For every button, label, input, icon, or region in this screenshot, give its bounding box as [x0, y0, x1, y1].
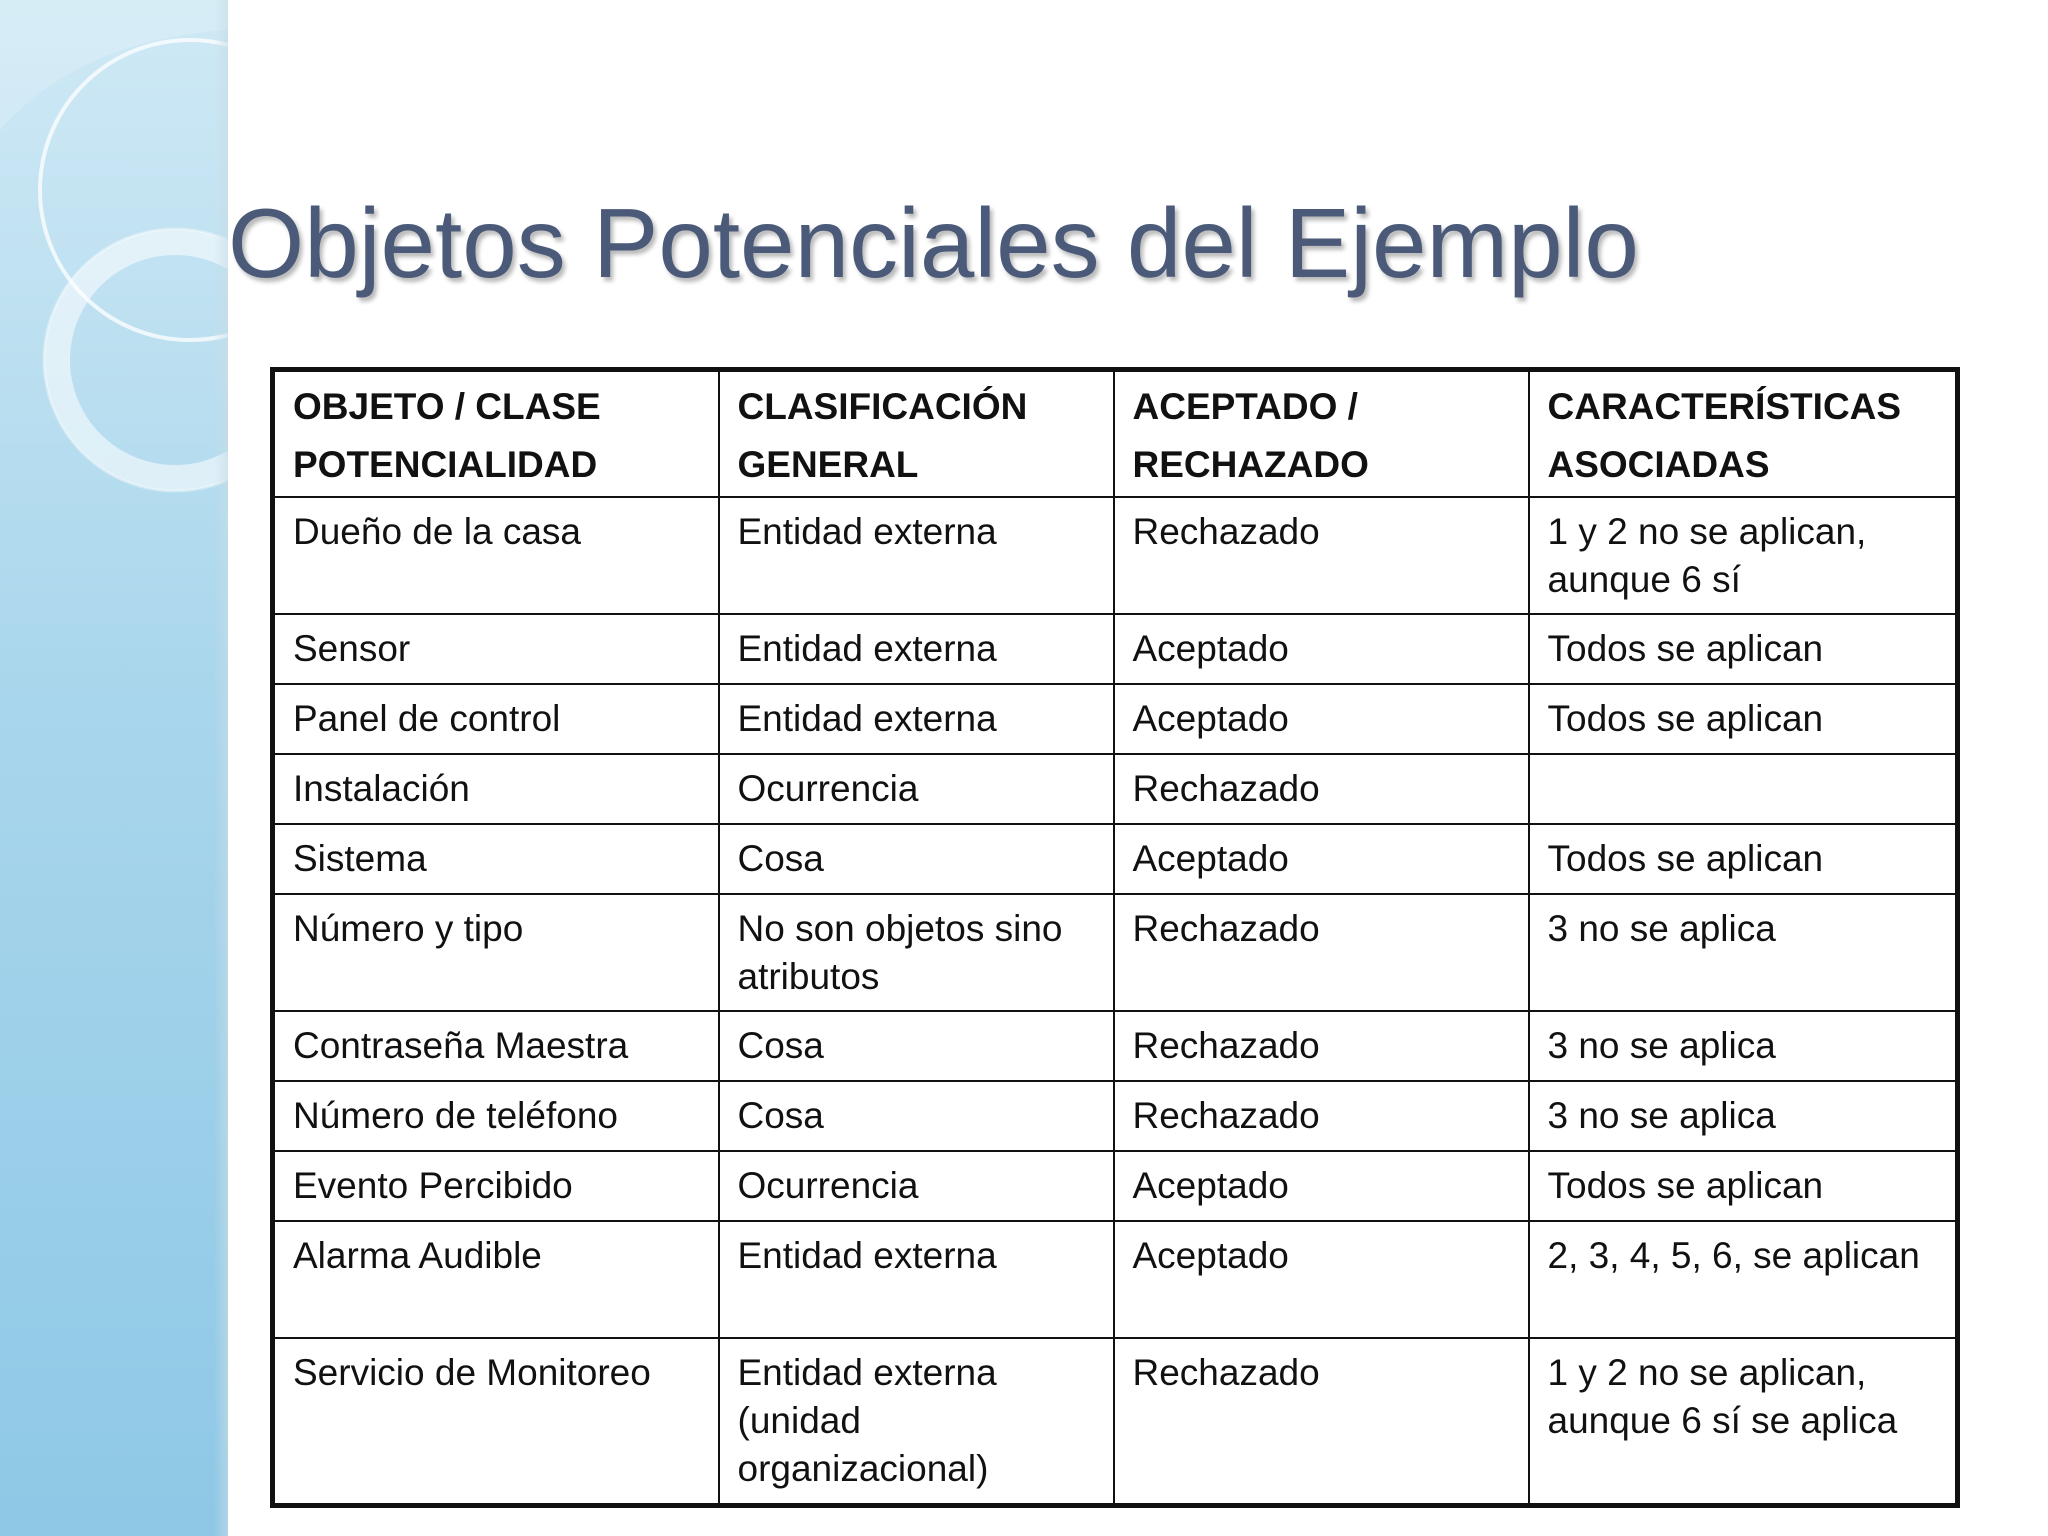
cell-caracteristicas: 3 no se aplica [1529, 894, 1958, 1011]
cell-caracteristicas: Todos se aplican [1529, 1151, 1958, 1221]
slide-title: Objetos Potenciales del Ejemplo [228, 188, 1639, 298]
header-line: OBJETO / CLASE [293, 386, 601, 427]
table-row [273, 1011, 1958, 1081]
cell-clasificacion: No son objetos sino atributos [719, 894, 1114, 1011]
cell-objeto: Sistema [273, 824, 719, 894]
cell-clasificacion: Cosa [719, 824, 1114, 894]
decorative-rings [0, 0, 228, 520]
table-row [273, 1151, 1958, 1221]
cell-estado: Rechazado [1114, 1081, 1529, 1151]
cell-objeto: Contraseña Maestra [273, 1011, 719, 1081]
cell-objeto: Instalación [273, 754, 719, 824]
header-line: CARACTERÍSTICAS [1547, 386, 1902, 427]
table-row [273, 1338, 1958, 1506]
cell-clasificacion: Entidad externa [719, 614, 1114, 684]
side-decoration-band [0, 0, 228, 1536]
cell-objeto: Evento Percibido [273, 1151, 719, 1221]
cell-caracteristicas: 1 y 2 no se aplican, aunque 6 sí [1529, 497, 1958, 614]
header-line: ACEPTADO / [1132, 386, 1358, 427]
cell-estado: Rechazado [1114, 754, 1529, 824]
cell-clasificacion: Entidad externa [719, 684, 1114, 754]
table-header-row [273, 370, 1958, 498]
cell-caracteristicas: Todos se aplican [1529, 614, 1958, 684]
cell-clasificacion: Ocurrencia [719, 754, 1114, 824]
cell-estado: Rechazado [1114, 1338, 1529, 1506]
cell-estado: Rechazado [1114, 894, 1529, 1011]
cell-clasificacion: Entidad externa [719, 497, 1114, 614]
header-line: GENERAL [737, 444, 919, 485]
header-caracteristicas [1529, 370, 1958, 498]
header-line: RECHAZADO [1132, 444, 1369, 485]
thick-ring [57, 242, 228, 478]
cell-caracteristicas: 3 no se aplica [1529, 1081, 1958, 1151]
header-objeto-clase [273, 370, 719, 498]
cell-objeto: Panel de control [273, 684, 719, 754]
cell-estado: Rechazado [1114, 1011, 1529, 1081]
cell-clasificacion: Entidad externa [719, 1221, 1114, 1338]
objects-table-container [270, 367, 1955, 1508]
highlight-swoosh [0, 0, 228, 130]
cell-estado: Aceptado [1114, 614, 1529, 684]
header-line: CLASIFICACIÓN [737, 386, 1028, 427]
header-aceptado-rechazado [1114, 370, 1529, 498]
table-row [273, 824, 1958, 894]
table-row [273, 1221, 1958, 1338]
cell-estado: Aceptado [1114, 1221, 1529, 1338]
cell-caracteristicas: 3 no se aplica [1529, 1011, 1958, 1081]
table-row [273, 614, 1958, 684]
cell-clasificacion: Ocurrencia [719, 1151, 1114, 1221]
cell-clasificacion: Entidad externa (unidad organizacional) [719, 1338, 1114, 1506]
table-row [273, 894, 1958, 1011]
cell-caracteristicas: 1 y 2 no se aplican, aunque 6 sí se aplica [1529, 1338, 1958, 1506]
cell-objeto: Alarma Audible [273, 1221, 719, 1338]
cell-objeto: Servicio de Monitoreo [273, 1338, 719, 1506]
cell-caracteristicas: Todos se aplican [1529, 684, 1958, 754]
table-row [273, 497, 1958, 614]
cell-estado: Aceptado [1114, 1151, 1529, 1221]
header-line: POTENCIALIDAD [293, 444, 598, 485]
cell-caracteristicas [1529, 754, 1958, 824]
cell-estado: Aceptado [1114, 684, 1529, 754]
cell-estado: Aceptado [1114, 824, 1529, 894]
cell-caracteristicas: Todos se aplican [1529, 824, 1958, 894]
table-row [273, 1081, 1958, 1151]
thin-ring [44, 229, 228, 491]
cell-estado: Rechazado [1114, 497, 1529, 614]
table-row [273, 684, 1958, 754]
cell-objeto: Número de teléfono [273, 1081, 719, 1151]
cell-clasificacion: Cosa [719, 1081, 1114, 1151]
cell-objeto: Número y tipo [273, 894, 719, 1011]
header-line: ASOCIADAS [1547, 444, 1770, 485]
cell-caracteristicas: 2, 3, 4, 5, 6, se aplican [1529, 1221, 1958, 1338]
cell-objeto: Sensor [273, 614, 719, 684]
header-clasificacion [719, 370, 1114, 498]
cell-objeto: Dueño de la casa [273, 497, 719, 614]
cell-clasificacion: Cosa [719, 1011, 1114, 1081]
table-row [273, 754, 1958, 824]
band-edge-shade [214, 0, 228, 1536]
objects-table [270, 367, 1960, 1508]
